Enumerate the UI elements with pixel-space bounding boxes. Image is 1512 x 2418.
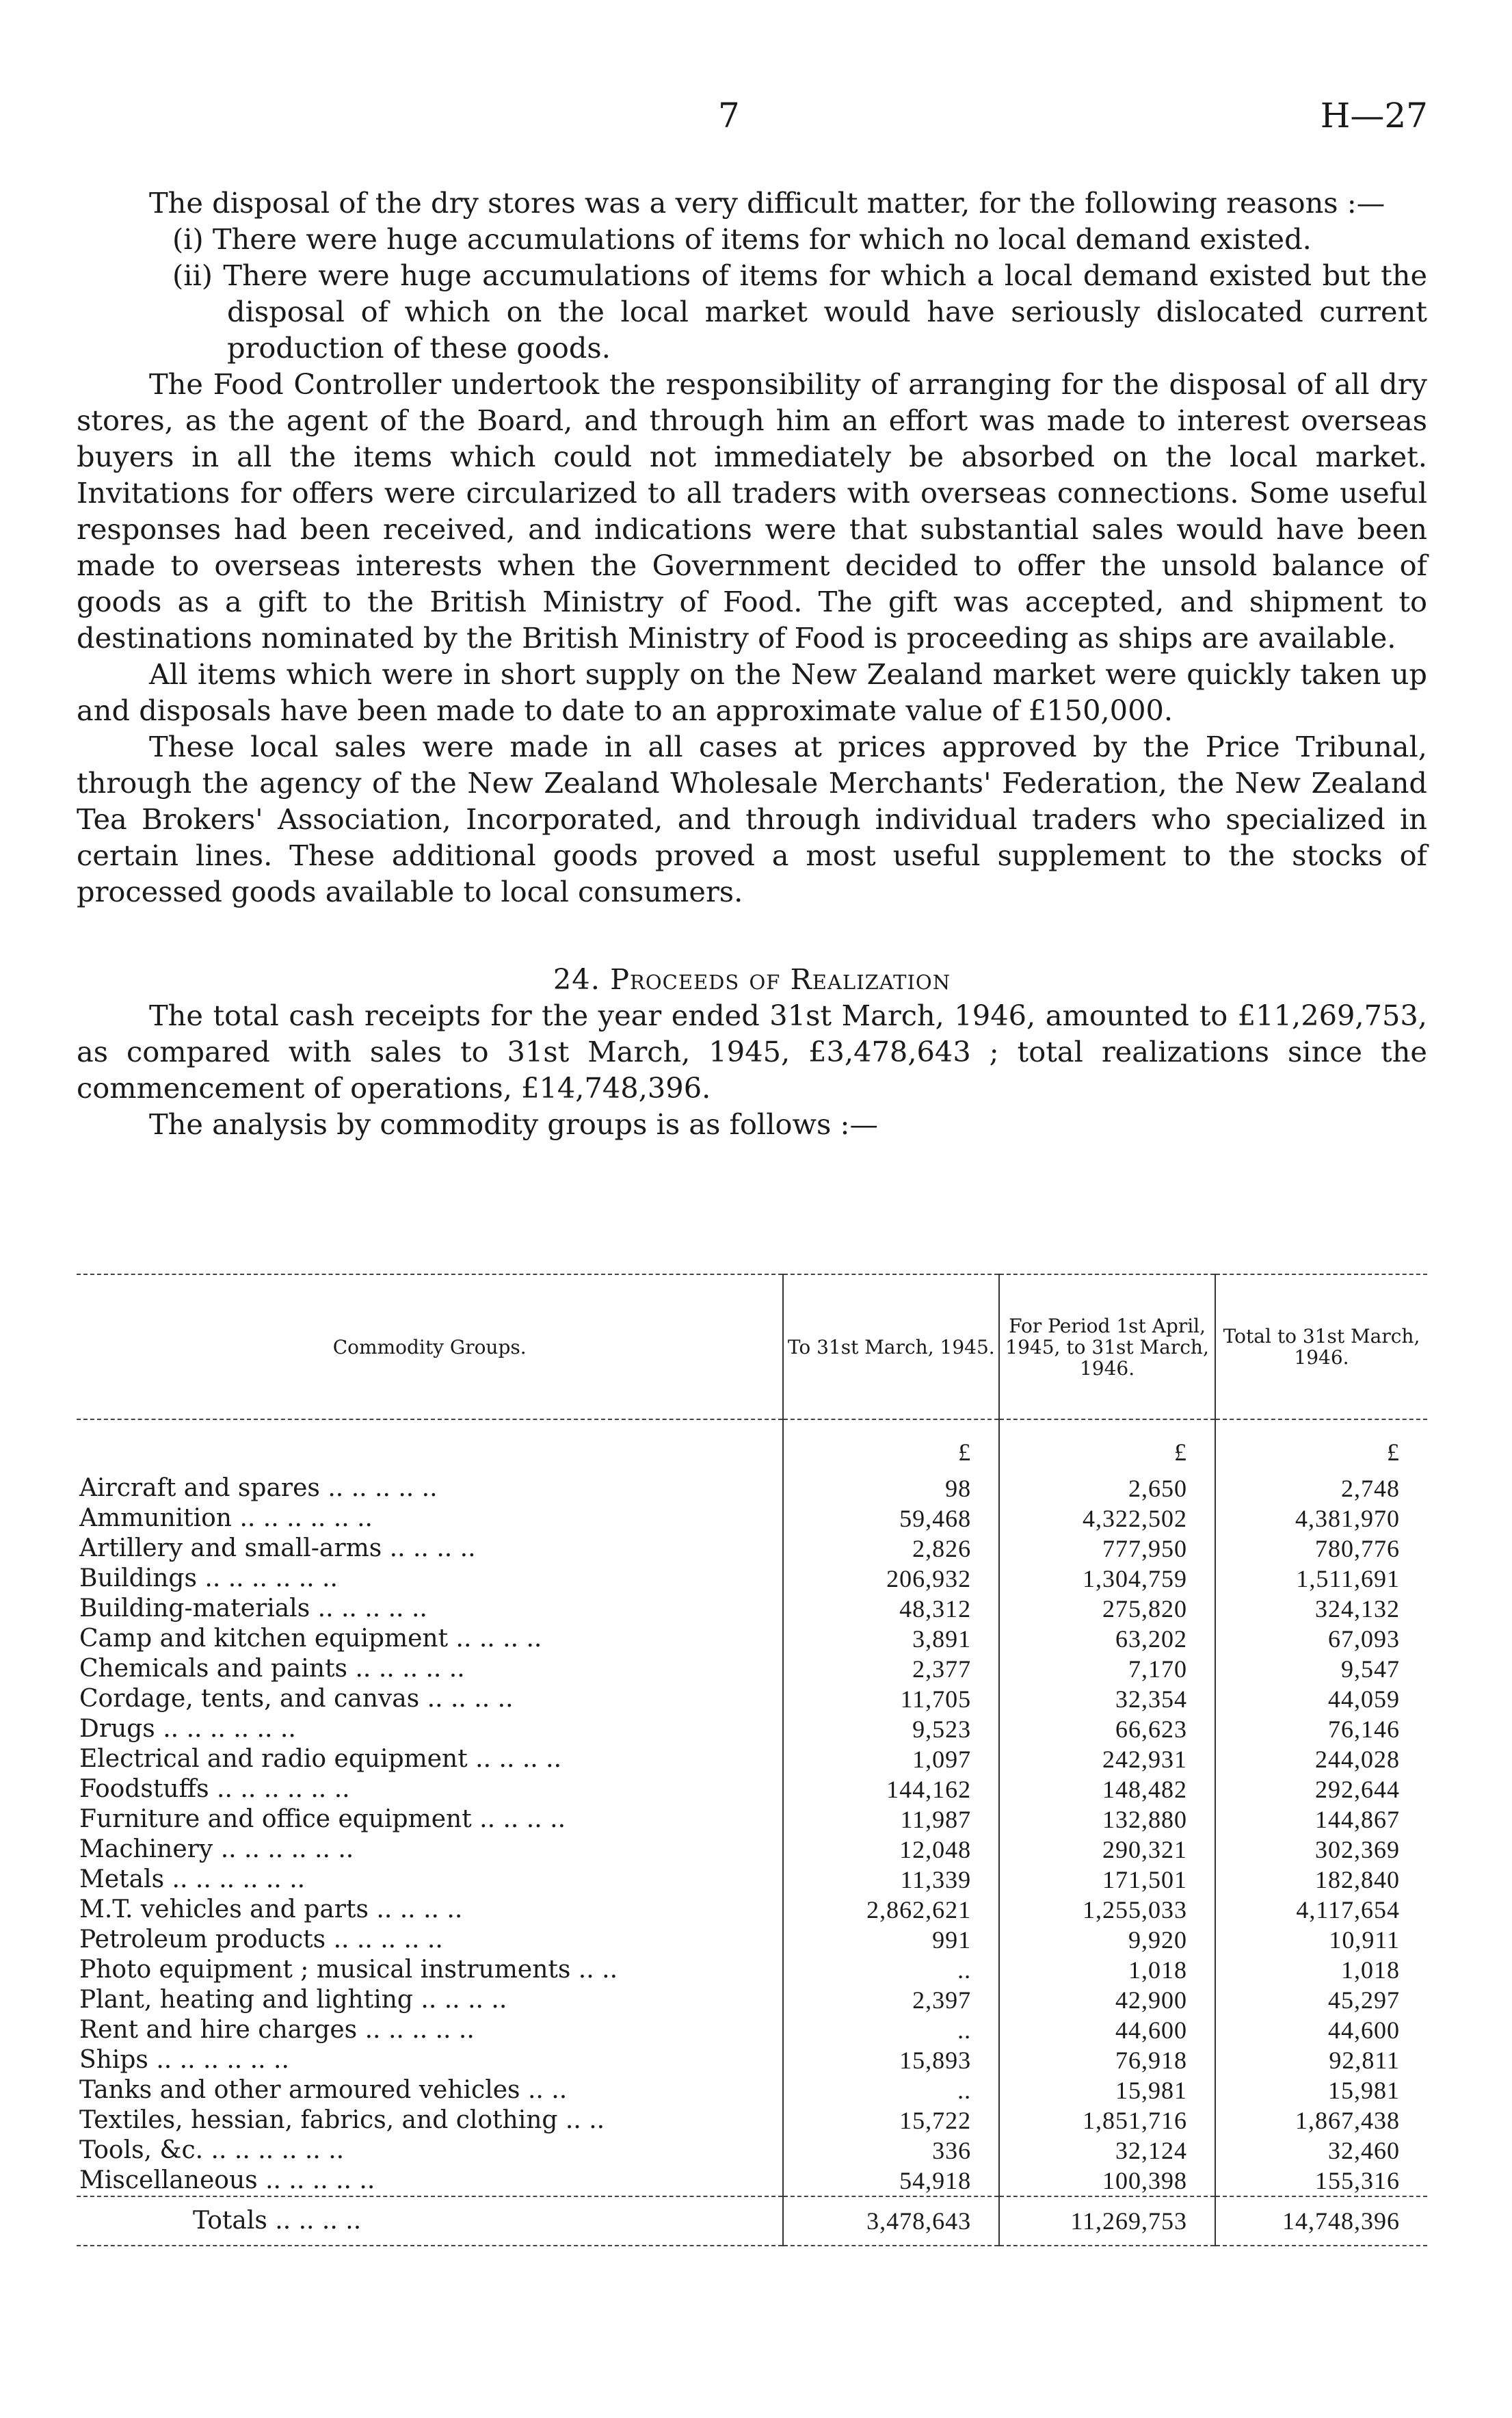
commodity-name: Cordage, tents, and canvas	[79, 1685, 420, 1713]
commodity-name: Camp and kitchen equipment	[79, 1625, 449, 1653]
commodity-name-cell	[77, 1865, 783, 1895]
commodity-name-cell	[77, 2136, 783, 2166]
value-to-1945: ..	[783, 2075, 999, 2105]
unit-period: £	[999, 1419, 1215, 1473]
leader-dots: .. .. .. .. ..	[333, 1926, 443, 1954]
value-total-1946: 1,867,438	[1215, 2105, 1427, 2136]
table-row	[77, 1594, 1427, 1624]
value-period-1946: 76,918	[999, 2045, 1215, 2075]
leader-dots: .. .. .. .. .. ..	[211, 2136, 345, 2164]
table-row	[77, 1925, 1427, 1955]
value-period-1946: 777,950	[999, 1534, 1215, 1564]
value-total-1946: 15,981	[1215, 2075, 1427, 2105]
value-period-1946: 290,321	[999, 1835, 1215, 1865]
table-row	[77, 1624, 1427, 1654]
table-header-row	[77, 1274, 1427, 1419]
value-to-1945: 11,705	[783, 1684, 999, 1714]
commodity-name-cell	[77, 1503, 783, 1534]
value-period-1946: 32,124	[999, 2136, 1215, 2166]
leader-dots: .. .. ..	[503, 1805, 566, 1833]
page-number: 7	[718, 96, 740, 135]
value-to-1945: 3,478,643	[783, 2196, 999, 2246]
value-total-1946: 4,117,654	[1215, 1895, 1427, 1925]
value-period-1946: 42,900	[999, 1985, 1215, 2015]
commodity-name: Textiles, hessian, fabrics, and clothing	[79, 2106, 558, 2134]
leader-dots: .. .. .. .. .. ..	[156, 2046, 289, 2074]
leader-dots: .. .. .. ..	[427, 1685, 514, 1713]
commodity-name: Plant, heating and lighting	[79, 1986, 413, 2014]
value-period-1946: 1,304,759	[999, 1564, 1215, 1594]
commodity-name: Artillery and small-arms	[79, 1534, 382, 1562]
value-period-1946: 275,820	[999, 1594, 1215, 1624]
value-total-1946: 44,600	[1215, 2015, 1427, 2045]
totals-row	[77, 2196, 1427, 2246]
commodity-name: Rent and hire charges ..	[79, 2016, 381, 2044]
value-total-1946: 302,369	[1215, 1835, 1427, 1865]
commodity-name: Tools, &c.	[79, 2136, 204, 2164]
value-period-1946: 132,880	[999, 1804, 1215, 1835]
commodity-name: M.T. vehicles and parts	[79, 1895, 369, 1923]
value-period-1946: 9,920	[999, 1925, 1215, 1955]
commodity-name: Furniture and office equipment ..	[79, 1805, 496, 1833]
value-period-1946: 44,600	[999, 2015, 1215, 2045]
document-reference: H—27	[1320, 96, 1428, 135]
commodity-name-cell	[77, 1744, 783, 1774]
commodity-name-cell	[77, 1624, 783, 1654]
value-to-1945: 991	[783, 1925, 999, 1955]
paragraph-local-sales: These local sales were made in all cases at prices approved by the Price Tribunal, through the agency of the New Zealand Wholesale Merchants' Federation, the New Zealand Tea Brokers' Association, Incorporated, and through individual traders who specialized in certain lines. These additional goods proved a most useful supplement to the stocks of processed goods available to local consumers.	[77, 730, 1427, 908]
value-to-1945: 11,339	[783, 1865, 999, 1895]
value-period-1946: 32,354	[999, 1684, 1215, 1714]
paragraph-analysis-intro: The analysis by commodity groups is as follows :—	[149, 1107, 878, 1141]
value-total-1946: 244,028	[1215, 1744, 1427, 1774]
leader-dots: .. .. .. ..	[376, 1895, 463, 1923]
value-period-1946: 148,482	[999, 1774, 1215, 1804]
table-row	[77, 1955, 1427, 1985]
table-row	[77, 2105, 1427, 2136]
leader-dots: ..	[602, 1956, 618, 1984]
table-row	[77, 1564, 1427, 1594]
leader-dots: .. .. .. .. ..	[265, 2166, 375, 2194]
commodity-name-cell	[77, 1774, 783, 1804]
value-to-1945: 3,891	[783, 1624, 999, 1654]
value-to-1945: 54,918	[783, 2166, 999, 2196]
table-row	[77, 1865, 1427, 1895]
value-to-1945: 98	[783, 1473, 999, 1503]
unit-to-1945: £	[783, 1419, 999, 1473]
unit-row	[77, 1419, 1427, 1473]
header-to-1945: To 31st March, 1945.	[783, 1274, 999, 1419]
commodity-name: Drugs	[79, 1715, 155, 1743]
commodity-name-cell	[77, 2166, 783, 2196]
value-to-1945: 9,523	[783, 1714, 999, 1744]
table-row	[77, 1534, 1427, 1564]
table-row	[77, 1654, 1427, 1684]
table-row	[77, 1744, 1427, 1774]
leader-dots: .. .. .. ..	[275, 2207, 362, 2235]
value-total-1946: 9,547	[1215, 1654, 1427, 1684]
value-to-1945: 1,097	[783, 1744, 999, 1774]
unit-spacer	[77, 1419, 783, 1473]
value-period-1946: 15,981	[999, 2075, 1215, 2105]
commodity-name-cell	[77, 1684, 783, 1714]
commodity-name: Ships	[79, 2046, 148, 2074]
leader-dots: .. .. .. ..	[455, 1625, 542, 1653]
value-period-1946: 63,202	[999, 1624, 1215, 1654]
commodity-name: Building-materials	[79, 1594, 310, 1622]
commodity-name: Machinery	[79, 1835, 213, 1863]
value-to-1945: 11,987	[783, 1804, 999, 1835]
commodity-name-cell	[77, 1714, 783, 1744]
paragraph-food-controller: The Food Controller undertook the responsibility of arranging for the disposal of all dry stores, as the agent of the Board, and through him an effort was made to interest overseas buyers in all the items which could not immediately be absorbed on the local market. Invitations for offers were circularized to all traders with overseas connections. Some useful responses had been received, and indications were that substantial sales would have been made to overseas interests when the Government decided to offer the unsold balance of goods as a gift to the British Ministry of Food. The gift was accepted, and shipment to destinations nominated by the British Ministry of Food is proceeding as ships are available.	[77, 367, 1427, 655]
leader-dots: .. .. .. .. .. ..	[217, 1775, 350, 1803]
leader-dots: .. .. .. .. .. ..	[172, 1865, 306, 1893]
table-row	[77, 1714, 1427, 1744]
value-total-1946: 155,316	[1215, 2166, 1427, 2196]
table-row	[77, 1684, 1427, 1714]
value-total-1946: 324,132	[1215, 1594, 1427, 1624]
commodity-name-cell	[77, 2105, 783, 2136]
commodity-name: Electrical and radio equipment ..	[79, 1745, 492, 1773]
value-period-1946: 100,398	[999, 2166, 1215, 2196]
table-row	[77, 1503, 1427, 1534]
commodity-name: Petroleum products	[79, 1926, 326, 1954]
value-total-1946: 1,511,691	[1215, 1564, 1427, 1594]
leader-dots: .. .. .. ..	[388, 2016, 475, 2044]
commodity-name-cell	[77, 1835, 783, 1865]
commodity-name: Photo equipment ; musical instruments ..	[79, 1956, 594, 1984]
table-row	[77, 1774, 1427, 1804]
table-row	[77, 2075, 1427, 2105]
value-total-1946: 45,297	[1215, 1985, 1427, 2015]
value-period-1946: 171,501	[999, 1865, 1215, 1895]
value-total-1946: 1,018	[1215, 1955, 1427, 1985]
commodity-name-cell	[77, 1804, 783, 1835]
commodity-name-cell	[77, 1473, 783, 1503]
leader-dots: .. .. .. .. .. ..	[163, 1715, 296, 1743]
value-to-1945: 2,397	[783, 1985, 999, 2015]
table-row	[77, 1985, 1427, 2015]
commodity-name: Metals	[79, 1865, 165, 1893]
value-total-1946: 780,776	[1215, 1534, 1427, 1564]
commodity-name-cell	[77, 1654, 783, 1684]
table-row	[77, 2045, 1427, 2075]
paragraph-short-supply: All items which were in short supply on the New Zealand market were quickly taken up and disposals have been made to date to an approximate value of £150,000.	[77, 657, 1427, 727]
leader-dots: .. .. .. .. .. ..	[204, 1564, 338, 1592]
header-total-1946: Total to 31st March, 1946.	[1215, 1274, 1427, 1419]
value-total-1946: 144,867	[1215, 1804, 1427, 1835]
value-total-1946: 32,460	[1215, 2136, 1427, 2166]
unit-total: £	[1215, 1419, 1427, 1473]
value-period-1946: 1,851,716	[999, 2105, 1215, 2136]
leader-dots: .. .. .. .. ..	[317, 1594, 427, 1622]
table-row	[77, 1804, 1427, 1835]
commodity-name-cell	[77, 1925, 783, 1955]
header-period-1946: For Period 1st April, 1945, to 31st March, 1946.	[999, 1274, 1215, 1419]
value-to-1945: 12,048	[783, 1835, 999, 1865]
value-to-1945: 15,893	[783, 2045, 999, 2075]
value-to-1945: 206,932	[783, 1564, 999, 1594]
commodity-name-cell	[77, 1564, 783, 1594]
leader-dots: .. .. .. ..	[378, 1655, 465, 1683]
commodity-name: Chemicals and paints ..	[79, 1655, 371, 1683]
leader-dots: .. .. .. ..	[421, 1986, 507, 2014]
leader-dots: .. ..	[565, 2106, 605, 2134]
commodity-name-cell	[77, 1594, 783, 1624]
table-row	[77, 2136, 1427, 2166]
value-total-1946: 292,644	[1215, 1774, 1427, 1804]
commodity-name: Miscellaneous	[79, 2166, 258, 2194]
value-to-1945: 336	[783, 2136, 999, 2166]
value-total-1946: 76,146	[1215, 1714, 1427, 1744]
value-period-1946: 1,255,033	[999, 1895, 1215, 1925]
leader-dots: .. .. .. .. ..	[328, 1474, 438, 1502]
table-row	[77, 2015, 1427, 2045]
value-total-1946: 44,059	[1215, 1684, 1427, 1714]
value-total-1946: 10,911	[1215, 1925, 1427, 1955]
value-period-1946: 66,623	[999, 1714, 1215, 1744]
commodity-name-cell	[77, 1985, 783, 2015]
value-total-1946: 182,840	[1215, 1865, 1427, 1895]
value-to-1945: 2,377	[783, 1654, 999, 1684]
table-row	[77, 2166, 1427, 2196]
section-heading: 24. Proceeds of Realization	[553, 962, 951, 996]
table-row	[77, 1895, 1427, 1925]
value-period-1946: 242,931	[999, 1744, 1215, 1774]
commodity-name: Tanks and other armoured vehicles	[79, 2076, 520, 2104]
paragraph-cash-receipts: The total cash receipts for the year ended 31st March, 1946, amounted to £11,269,753, as compared with sales to 31st March, 1945, £3,478,643 ; total realizations since the commencement of operations, £14,748,396.	[77, 999, 1427, 1105]
leader-dots: .. ..	[527, 2076, 568, 2104]
commodity-name-cell	[77, 1895, 783, 1925]
commodity-name-cell	[77, 2075, 783, 2105]
leader-dots: .. .. .. .. .. ..	[220, 1835, 354, 1863]
commodity-name-cell	[77, 2196, 783, 2246]
value-to-1945: ..	[783, 2015, 999, 2045]
table-row	[77, 1835, 1427, 1865]
commodity-name-cell	[77, 1955, 783, 1985]
leader-dots: .. .. .. ..	[389, 1534, 476, 1562]
value-period-1946: 7,170	[999, 1654, 1215, 1684]
value-total-1946: 4,381,970	[1215, 1503, 1427, 1534]
commodity-name-cell	[77, 1534, 783, 1564]
commodity-table	[77, 1274, 1427, 2246]
body-text	[77, 185, 1427, 1142]
value-period-1946: 4,322,502	[999, 1503, 1215, 1534]
value-to-1945: 2,826	[783, 1534, 999, 1564]
table-body	[77, 1419, 1427, 2246]
value-to-1945: 48,312	[783, 1594, 999, 1624]
list-item-i: (i) There were huge accumulations of items for which no local demand existed.	[172, 222, 1312, 256]
commodity-table-wrapper	[77, 1274, 1427, 2246]
value-period-1946: 11,269,753	[999, 2196, 1215, 2246]
value-to-1945: 144,162	[783, 1774, 999, 1804]
value-period-1946: 1,018	[999, 1955, 1215, 1985]
commodity-name: Aircraft and spares	[79, 1474, 320, 1502]
value-period-1946: 2,650	[999, 1473, 1215, 1503]
value-to-1945: 15,722	[783, 2105, 999, 2136]
value-total-1946: 2,748	[1215, 1473, 1427, 1503]
value-total-1946: 92,811	[1215, 2045, 1427, 2075]
value-total-1946: 67,093	[1215, 1624, 1427, 1654]
leader-dots: .. .. .. .. ..	[263, 1504, 373, 1532]
value-to-1945: 59,468	[783, 1503, 999, 1534]
paragraph-dry-stores: The disposal of the dry stores was a very difficult matter, for the following reasons :—	[149, 186, 1385, 220]
leader-dots: .. .. ..	[499, 1745, 562, 1773]
value-total-1946: 14,748,396	[1215, 2196, 1427, 2246]
table-row	[77, 1473, 1427, 1503]
commodity-name-cell	[77, 2015, 783, 2045]
list-item-ii: (ii) There were huge accumulations of items for which a local demand existed but the disposal of which on the local market would have seriously dislocated current production of these goods.	[172, 259, 1427, 365]
commodity-name: Totals	[193, 2207, 267, 2235]
commodity-name: Ammunition ..	[79, 1504, 256, 1532]
commodity-name: Foodstuffs	[79, 1775, 209, 1803]
value-to-1945: 2,862,621	[783, 1895, 999, 1925]
header-commodity-groups: Commodity Groups.	[77, 1274, 783, 1419]
commodity-name: Buildings	[79, 1564, 197, 1592]
commodity-name-cell	[77, 2045, 783, 2075]
value-to-1945: ..	[783, 1955, 999, 1985]
page-header	[0, 96, 1512, 144]
